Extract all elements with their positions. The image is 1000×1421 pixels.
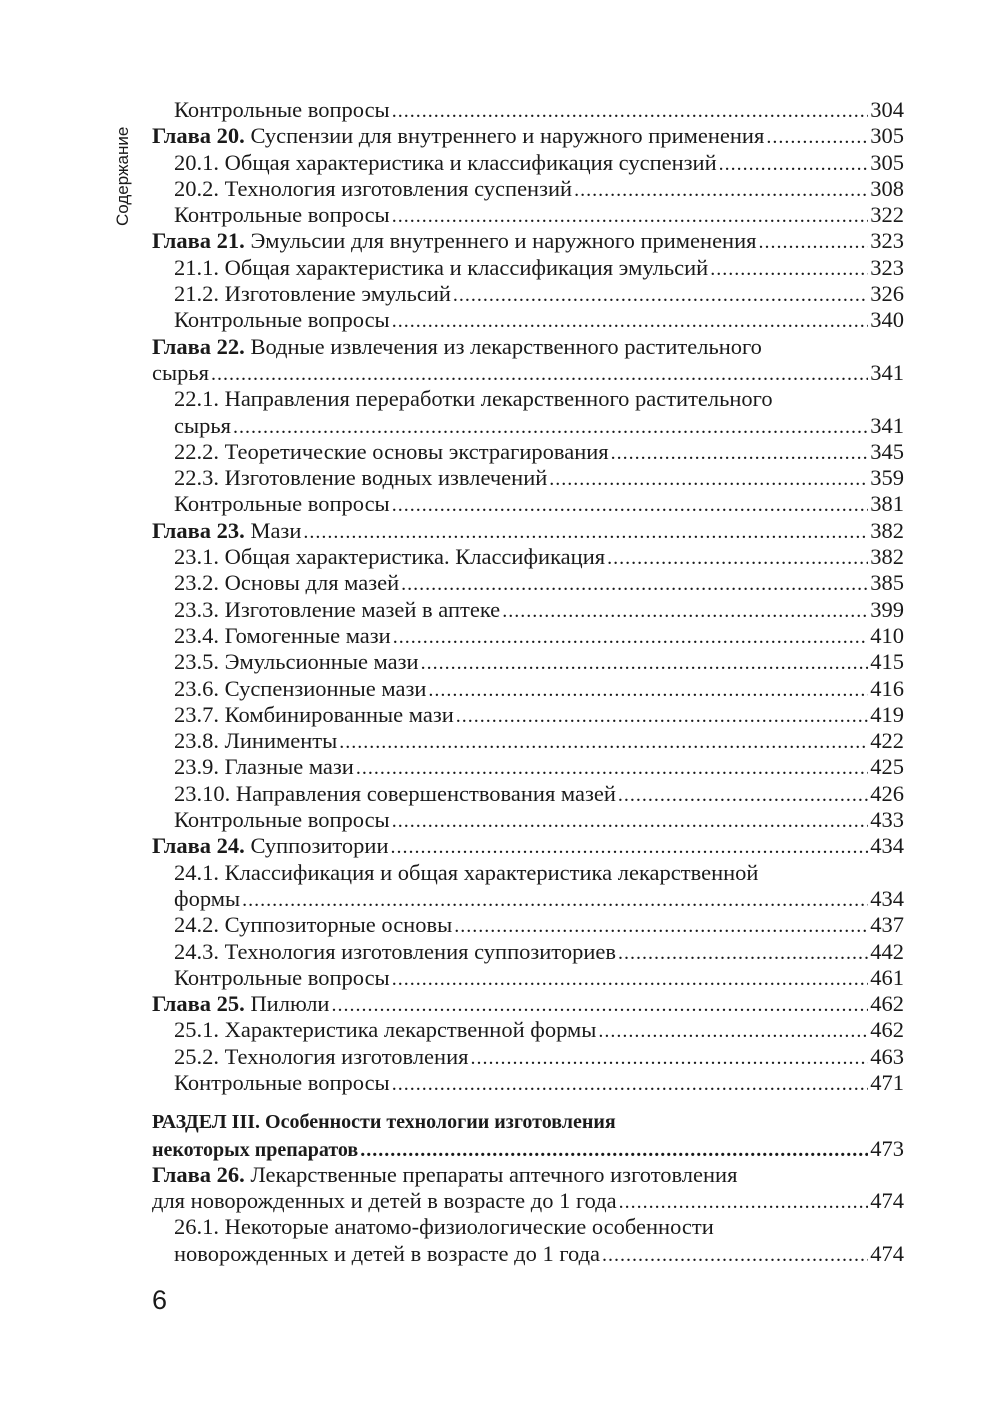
dot-leader [392,808,869,834]
toc-entry [152,439,904,465]
toc-entry-title [174,465,547,491]
toc-entry-title [174,939,616,965]
toc-page-number: 381 [870,491,904,517]
toc-entry-title [174,150,717,176]
entry-text: 23.1. Общая характеристика. Классификация [174,544,606,570]
toc-page-number: 433 [870,807,904,833]
dot-leader [392,966,869,992]
toc-entry [152,97,904,123]
entry-text: Эмульсии для внутреннего и наружного применения [244,228,757,254]
entry-text: 24.1. Классификация и общая характеристика лекарственной [174,859,759,885]
toc-page-number: 326 [870,281,904,307]
running-header: Содержание [113,126,132,226]
toc-entry-title [174,255,708,281]
dot-leader [421,650,869,676]
toc-page-number: 442 [870,938,904,964]
toc-entry-title [174,307,390,333]
entry-text: 21.2. Изготовление эмульсий [174,281,451,307]
toc-entry-title [174,912,452,938]
dot-leader [339,729,868,755]
toc-page-number: 434 [870,885,904,911]
entry-text: 21.1. Общая характеристика и классификация эмульсий [174,254,709,280]
chapter-number: Глава 22. [152,333,245,359]
toc-entry [152,991,904,1017]
entry-text: Пилюли [244,991,330,1017]
entry-text: 25.1. Характеристика лекарственной формы [174,1017,597,1043]
toc-entry [152,702,904,728]
entry-text: 25.2. Технология изготовления [174,1043,469,1069]
dot-leader [574,177,868,203]
toc-entry-title [174,728,337,754]
chapter-number: Глава 21. [152,228,245,254]
table-of-contents [152,97,904,1267]
dot-leader [392,1071,869,1097]
dot-leader [360,1137,868,1163]
toc-page-number: 415 [870,649,904,675]
entry-text: Суппозитории [244,833,389,859]
toc-entry-title [174,886,240,912]
entry-text: сырья [152,359,209,385]
dot-leader [618,940,868,966]
toc-entry-title [152,334,762,360]
toc-entry-title [152,518,301,544]
toc-page-number: 471 [870,1069,904,1095]
entry-text: новорожденных и детей в возрасте до 1 года [174,1240,601,1266]
toc-entry-title [152,1109,616,1135]
toc-entry-title [174,649,419,675]
entry-text: сырья [174,412,231,438]
toc-entry-title [174,413,231,439]
dot-leader [598,1018,868,1044]
entry-text: Лекарственные препараты аптечного изготовления [244,1161,738,1187]
dot-leader [392,98,869,124]
entry-text: Суспензии для внутреннего и наружного применения [244,123,765,149]
toc-entry [152,965,904,991]
chapter-number: Глава 23. [152,517,245,543]
toc-page-number: 425 [870,754,904,780]
chapter-number: Глава 25. [152,991,245,1017]
entry-text: 24.2. Суппозиторные основы [174,912,453,938]
toc-page-number: 382 [870,544,904,570]
toc-entry-title [174,1214,714,1240]
chapter-number: Глава 20. [152,123,245,149]
entry-text: 23.8. Линименты [174,728,338,754]
toc-page-number: 341 [870,412,904,438]
toc-entry-title [174,386,773,412]
entry-text: 23.5. Эмульсионные мази [174,649,419,675]
dot-leader [710,256,868,282]
toc-entry [152,623,904,649]
toc-entry [152,202,904,228]
toc-entry-title [152,1188,617,1214]
dot-leader [719,151,869,177]
toc-entry [152,833,904,859]
toc-page-number: 323 [870,228,904,254]
dot-leader [759,229,869,255]
toc-entry [152,1017,904,1043]
dot-leader [356,755,868,781]
entry-text: Контрольные вопросы [174,202,390,228]
toc-entry [152,886,904,912]
toc-page-number: 341 [870,359,904,385]
toc-entry [152,123,904,149]
toc-page-number: 416 [870,675,904,701]
entry-text: 23.6. Суспензионные мази [174,675,427,701]
entry-text: 23.7. Комбинированные мази [174,701,454,727]
toc-entry-title [174,860,758,886]
toc-entry [152,386,904,412]
toc-entry [152,570,904,596]
entry-text: 23.4. Гомогенные мази [174,622,391,648]
toc-entry [152,544,904,570]
toc-entry [152,597,904,623]
toc-page-number: 340 [870,307,904,333]
entry-text: для новорожденных и детей в возрасте до 1 года [152,1188,617,1214]
toc-entry [152,1188,904,1214]
toc-entry [152,1070,904,1096]
toc-entry [152,728,904,754]
entry-text: Контрольные вопросы [174,491,390,517]
toc-entry-title [174,544,605,570]
entry-text: Контрольные вопросы [174,1069,390,1095]
entry-text: некоторых препаратов [152,1138,359,1161]
dot-leader [393,624,869,650]
entry-text: 26.1. Некоторые анатомо-физиологические особенности [174,1214,714,1240]
entry-text: 22.2. Теоретические основы экстрагирования [174,438,609,464]
toc-entry [152,1136,904,1162]
toc-entry [152,176,904,202]
toc-entry [152,413,904,439]
toc-entry-title [152,991,329,1017]
dot-leader [549,466,868,492]
toc-entry [152,1241,904,1267]
dot-leader [233,414,868,440]
toc-entry-title [174,965,390,991]
toc-entry-title [174,1017,596,1043]
toc-entry-title [174,807,390,833]
toc-page-number: 308 [870,175,904,201]
toc-entry [152,360,904,386]
toc-entry-title [174,1241,600,1267]
entry-text: Мази [244,517,302,543]
toc-entry-title [174,781,616,807]
entry-text: 22.1. Направления переработки лекарственного растительного [174,386,773,412]
toc-entry [152,255,904,281]
dot-leader [602,1242,868,1268]
toc-entry [152,754,904,780]
toc-entry-title [174,754,354,780]
toc-entry-title [174,202,390,228]
toc-entry-title [174,623,391,649]
entry-text: 23.2. Основы для мазей [174,570,400,596]
toc-page-number: 382 [870,517,904,543]
toc-entry [152,860,904,886]
toc-page-number: 419 [870,701,904,727]
entry-text: 22.3. Изготовление водных извлечений [174,465,548,491]
chapter-number: Глава 24. [152,833,245,859]
entry-text: Контрольные вопросы [174,307,390,333]
page-number: 6 [152,1285,168,1315]
dot-leader [611,440,869,466]
toc-entry [152,781,904,807]
toc-page-number: 399 [870,596,904,622]
toc-entry-title [174,1070,390,1096]
toc-entry-title [174,570,399,596]
toc-page-number: 422 [870,728,904,754]
entry-text: 20.1. Общая характеристика и классификация суспензий [174,149,717,175]
toc-entry-title [174,676,426,702]
entry-text: 23.10. Направления совершенствования мазей [174,780,616,806]
toc-entry [152,939,904,965]
toc-entry [152,491,904,517]
toc-entry-title [174,702,454,728]
toc-page-number: 434 [870,833,904,859]
toc-entry-title [174,1044,468,1070]
toc-page-number: 323 [870,254,904,280]
toc-entry [152,281,904,307]
dot-leader [454,913,868,939]
dot-leader [607,545,868,571]
toc-page-number: 426 [870,780,904,806]
entry-text: 23.9. Глазные мази [174,754,354,780]
toc-entry [152,1044,904,1070]
dot-leader [392,492,869,518]
toc-entry-title [152,228,757,254]
dot-leader [331,992,868,1018]
toc-entry-title [174,491,390,517]
toc-entry [152,807,904,833]
toc-entry [152,676,904,702]
toc-entry [152,334,904,360]
toc-entry [152,912,904,938]
entry-text: Контрольные вопросы [174,964,390,990]
toc-page-number: 385 [870,570,904,596]
entry-text: Контрольные вопросы [174,807,390,833]
toc-entry [152,649,904,675]
entry-text: 23.3. Изготовление мазей в аптеке [174,596,501,622]
toc-page-number: 305 [870,123,904,149]
dot-leader [470,1045,868,1071]
dot-leader [391,834,869,860]
entry-text: РАЗДЕЛ III. Особенности технологии изготовления [152,1111,616,1134]
toc-entry [152,150,904,176]
toc-entry-title [152,1162,737,1188]
dot-leader [428,677,868,703]
toc-page-number: 473 [870,1135,904,1161]
toc-entry-title [174,281,451,307]
toc-page-number: 345 [870,438,904,464]
dot-leader [211,361,868,387]
dot-leader [242,887,868,913]
dot-leader [392,308,869,334]
dot-leader [766,124,868,150]
toc-entry [152,1109,904,1135]
toc-entry-title [174,97,390,123]
toc-entry [152,307,904,333]
toc-page-number: 462 [870,991,904,1017]
entry-text: Контрольные вопросы [174,97,390,122]
dot-leader [502,598,868,624]
entry-text: 20.2. Технология изготовления суспензий [174,175,573,201]
toc-page-number: 462 [870,1017,904,1043]
toc-page-number: 463 [870,1043,904,1069]
dot-leader [392,203,869,229]
toc-page-number: 410 [870,622,904,648]
toc-entry-title [174,597,500,623]
entry-text: Водные извлечения из лекарственного растительного [244,333,762,359]
toc-page-number: 359 [870,465,904,491]
entry-text: 24.3. Технология изготовления суппозиториев [174,938,616,964]
dot-leader [456,703,868,729]
toc-entry [152,1162,904,1188]
toc-entry-title [174,439,609,465]
dot-leader [619,1189,869,1215]
toc-entry [152,518,904,544]
toc-entry-title [152,123,764,149]
toc-entry-title [152,833,389,859]
toc-entry-title [152,360,209,386]
toc-page-number: 461 [870,964,904,990]
dot-leader [618,782,868,808]
toc-entry-title [152,1137,358,1163]
toc-entry [152,465,904,491]
toc-entry [152,228,904,254]
dot-leader [453,282,868,308]
dot-leader [401,571,868,597]
toc-page-number: 304 [870,97,904,122]
toc-page-number: 474 [870,1240,904,1266]
entry-text: формы [174,885,241,911]
dot-leader [303,519,868,545]
toc-page-number: 474 [870,1188,904,1214]
toc-page-number: 437 [870,912,904,938]
toc-page-number: 305 [870,149,904,175]
chapter-number: Глава 26. [152,1161,245,1187]
toc-entry [152,1214,904,1240]
toc-page-number: 322 [870,202,904,228]
toc-entry-title [174,176,572,202]
